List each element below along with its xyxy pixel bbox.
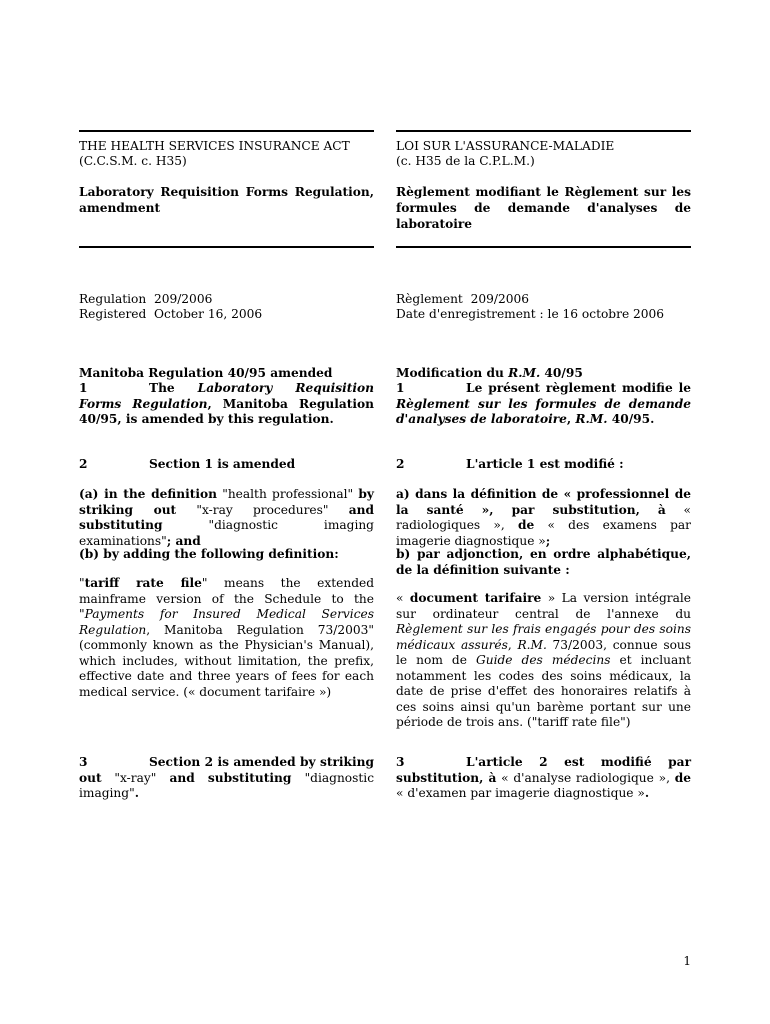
regulation-number-line xyxy=(79,292,374,308)
section-1-text: 1 Le présent règlement modifie le Règlement sur les formules de demande d'analyses de laboratoire, R.M. 40/95. xyxy=(396,381,691,426)
clause-b: b) par adjonction, en ordre alphabétique, de la définition suivante : xyxy=(396,547,691,577)
regulation-number: 209/2006 xyxy=(153,292,213,306)
registered-date: le 16 octobre 2006 xyxy=(547,307,665,321)
registered-label: Date d'enregistrement : xyxy=(396,307,544,321)
title-rule xyxy=(79,246,374,248)
section-1-text: 1 The Laboratory Requisition Forms Regulation, Manitoba Regulation 40/95, is amended by this regulation. xyxy=(79,381,375,426)
section-2-text: 2 L'article 1 est modifié : xyxy=(396,457,624,471)
section-2-number: 2 xyxy=(396,457,405,471)
regulation-title: Règlement modifiant le Règlement sur les formules de demande d'analyses de laboratoire xyxy=(396,185,691,231)
definition-document-tarifaire: « document tarifaire » La version intégrale sur ordinateur central de l'annexe du Règlement sur les frais engagés pour des soins médicaux assurés, R.M. 73/2003, connue sous le nom de Guide des médecins et incluant notamment les codes des soins médicaux, la date de prise d'effet des honoraires relatifs à ces soins ainsi qu'un barème portant sur une période de trois ans. ("tariff rate file") xyxy=(396,591,692,729)
regulation-number: 209/2006 xyxy=(470,292,529,306)
regulation-label: Règlement xyxy=(396,292,463,306)
regulation-number-line xyxy=(396,292,691,308)
title-rule xyxy=(396,246,691,248)
page-number: 1 xyxy=(683,954,691,968)
section-2-text: 2 Section 1 is amended xyxy=(79,457,296,471)
regulation-name-italic: Règlement sur les formules de demande d'analyses de laboratoire xyxy=(396,396,691,426)
registered-date: October 16, 2006 xyxy=(154,307,263,321)
section-3-text: 3 L'article 2 est modifié par substitution, à « d'analyse radiologique », de « d'examen par imagerie diagnostique ». xyxy=(396,755,691,800)
registered-line xyxy=(79,307,374,323)
clause-a: a) dans la définition de « professionnel de la santé », par substitution, à « radiologiques », de « des examens par imagerie diagnostique »; xyxy=(396,487,691,548)
definition-tariff-rate-file: "tariff rate file" means the extended mainframe version of the Schedule to the "Payments for Insured Medical Services Regulation, Manitoba Regulation 73/2003" (commonly known as the Physician's Manual), which includes, without limitation, the prefix, effective date and three years of fees for each medical service. (« document tarifaire ») xyxy=(79,576,375,699)
section-1-heading: Modification du R.M. 40/95 xyxy=(396,366,583,380)
clause-a: (a) in the definition "health professional" by striking out "x-ray procedures" and substituting "diagnostic imaging examinations"; and xyxy=(79,487,374,548)
act-citation: (c. H35 de la C.P.L.M.) xyxy=(396,154,535,168)
section-1-number: 1 xyxy=(396,381,405,395)
section-3-number: 3 xyxy=(396,755,405,769)
section-1-heading: Manitoba Regulation 40/95 amended xyxy=(79,366,333,380)
clause-b: (b) by adding the following definition: xyxy=(79,547,339,561)
defined-term: tariff rate file xyxy=(84,576,202,590)
top-rule xyxy=(396,130,691,132)
registered-label: Registered xyxy=(79,307,147,321)
act-citation: (C.C.S.M. c. H35) xyxy=(79,154,187,168)
top-rule xyxy=(79,130,374,132)
section-1-number: 1 xyxy=(79,381,88,395)
regulation-name-italic: Laboratory Requisition Forms Regulation xyxy=(79,381,374,411)
section-3-number: 3 xyxy=(79,755,88,769)
section-2-number: 2 xyxy=(79,457,88,471)
registered-line xyxy=(396,307,691,323)
act-name: THE HEALTH SERVICES INSURANCE ACT xyxy=(79,139,350,153)
act-name: LOI SUR L'ASSURANCE-MALADIE xyxy=(396,139,615,153)
section-3-text: 3 Section 2 is amended by striking out "x-ray" and substituting "diagnostic imaging". xyxy=(79,755,375,800)
regulation-label: Regulation xyxy=(79,292,147,306)
regulation-title: Laboratory Requisition Forms Regulation, amendment xyxy=(79,185,374,215)
defined-term: document tarifaire xyxy=(409,591,542,605)
